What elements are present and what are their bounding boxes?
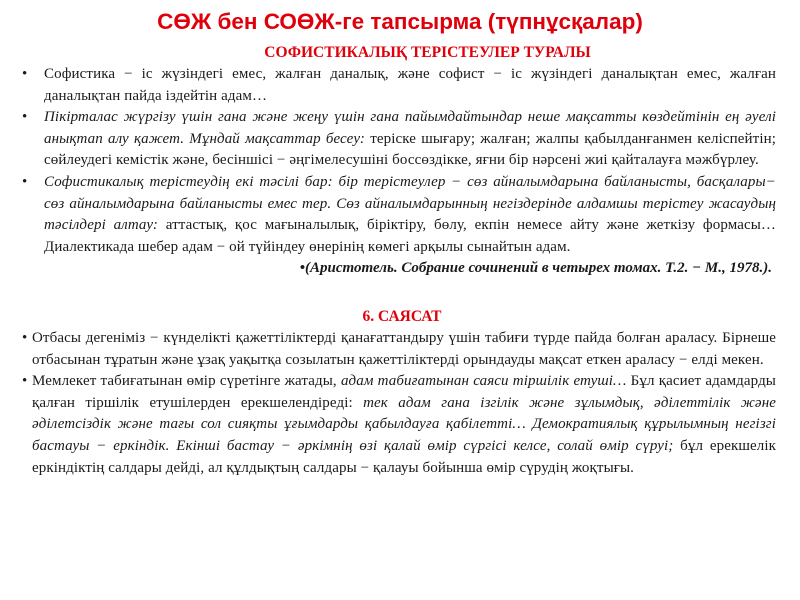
- section-heading-politics: 6. САЯСАТ: [362, 307, 442, 325]
- paragraph-sophistry-definition: [18, 64, 782, 107]
- paragraph-italic-text: адам табиғатынан саяси тіршілік етуші…: [340, 373, 627, 390]
- paragraph-text: Бұл қасиет адамдарды қалған тіршілік етушілерден ерекшелендіреді:: [32, 373, 776, 411]
- paragraph-family: [18, 328, 782, 371]
- paragraph-italic-text: Софистикалық терістеудің екі тәсілі бар: бір терістеулер − сөз айналымдарына байланысты, басқалары− сөз айналымдарына байланысты емес тер. Сөз айналымдарынның негіздерінде алдамшы терістеу жасаудың тәсілдері алтау:: [44, 173, 776, 234]
- bullet-icon: •: [22, 66, 28, 82]
- bullet-icon: •: [22, 373, 28, 390]
- paragraph-text: теріске шығару; жалған; жалпы қабылданғанмен келіспейтін; сөйлеудегі кемістік және, бесіншісі − әңгімелесушіні боссөздікке, яғни бір нәрсені жиі қайталауға мәжбүрлеу.: [44, 130, 776, 169]
- bullet-icon: •: [22, 329, 28, 346]
- paragraph-state: [18, 371, 782, 479]
- paragraph-italic-text: Пікірталас жүргізу үшін гана және жеңу үшін гана пайымдайтындар неше мақсатты көздейтінін ең әуелі анықтап алу қажет. Мұндай мақсаттар бесеу:: [44, 109, 776, 147]
- paragraph-refutation-methods: [18, 172, 782, 258]
- paragraph-text: Отбасы дегеніміз − күнделікті қажеттіліктерді қанағаттандыру үшін табиғи түрде пайда болған араласу. Бірнеше отбасынан тұратын және ұзақ уақытқа созылатын қажеттіліктерді орындауды мақсат еткен араласу − елді мекен.: [32, 329, 776, 368]
- bullet-icon: •: [22, 173, 28, 190]
- paragraph-debate-goals: [18, 107, 782, 172]
- bullet-icon: •: [22, 109, 28, 126]
- paragraph-italic-text: тек адам гана ізгілік және зұлымдық, әділеттілік және әділетсіздік және тағы сол сияқты ұғымдарды қабылдауға қабілетті… Демократиялық құрылымның негізгі бастауы − еркіндік. Екінші бастау − әркімнің өзі қалай өмір сүргісі келсе, солай өмір сүруі;: [32, 394, 776, 454]
- section-heading-sophistic: СОФИСТИКАЛЫҚ ТЕРІСТЕУЛЕР ТУРАЛЫ: [264, 44, 591, 61]
- paragraph-text: Мемлекет табиғатынан өмір сүретінге жатады,: [32, 373, 341, 390]
- page-title: СӨЖ бен СОӨЖ-ге тапсырма (түпнұсқалар): [157, 9, 643, 34]
- citation: •(Аристотель. Собрание сочинений в четырех томах. Т.2. − М., 1978.).: [299, 260, 772, 277]
- paragraph-text: аттастық, қос мағыналылық, біріктіру, бөлу, екпін немесе айту және жеткізу формасы… Диалектикада шебер адам − ой түйіндеу өнерінің көмегі арқылы сынайтын адам.: [44, 217, 776, 255]
- paragraph-text: Софистика − іс жүзіндегі емес, жалған даналық, және софист − іс жүзіндегі даналықтан емес, жалған даналықтан пайда іздейтін адам…: [44, 66, 776, 104]
- paragraph-text: бұл ерекшелік еркіндіктің салдары дейді, ал құлдықтың салдары − қалауы бойынша өмір сүрудің жоқтығы.: [32, 437, 776, 476]
